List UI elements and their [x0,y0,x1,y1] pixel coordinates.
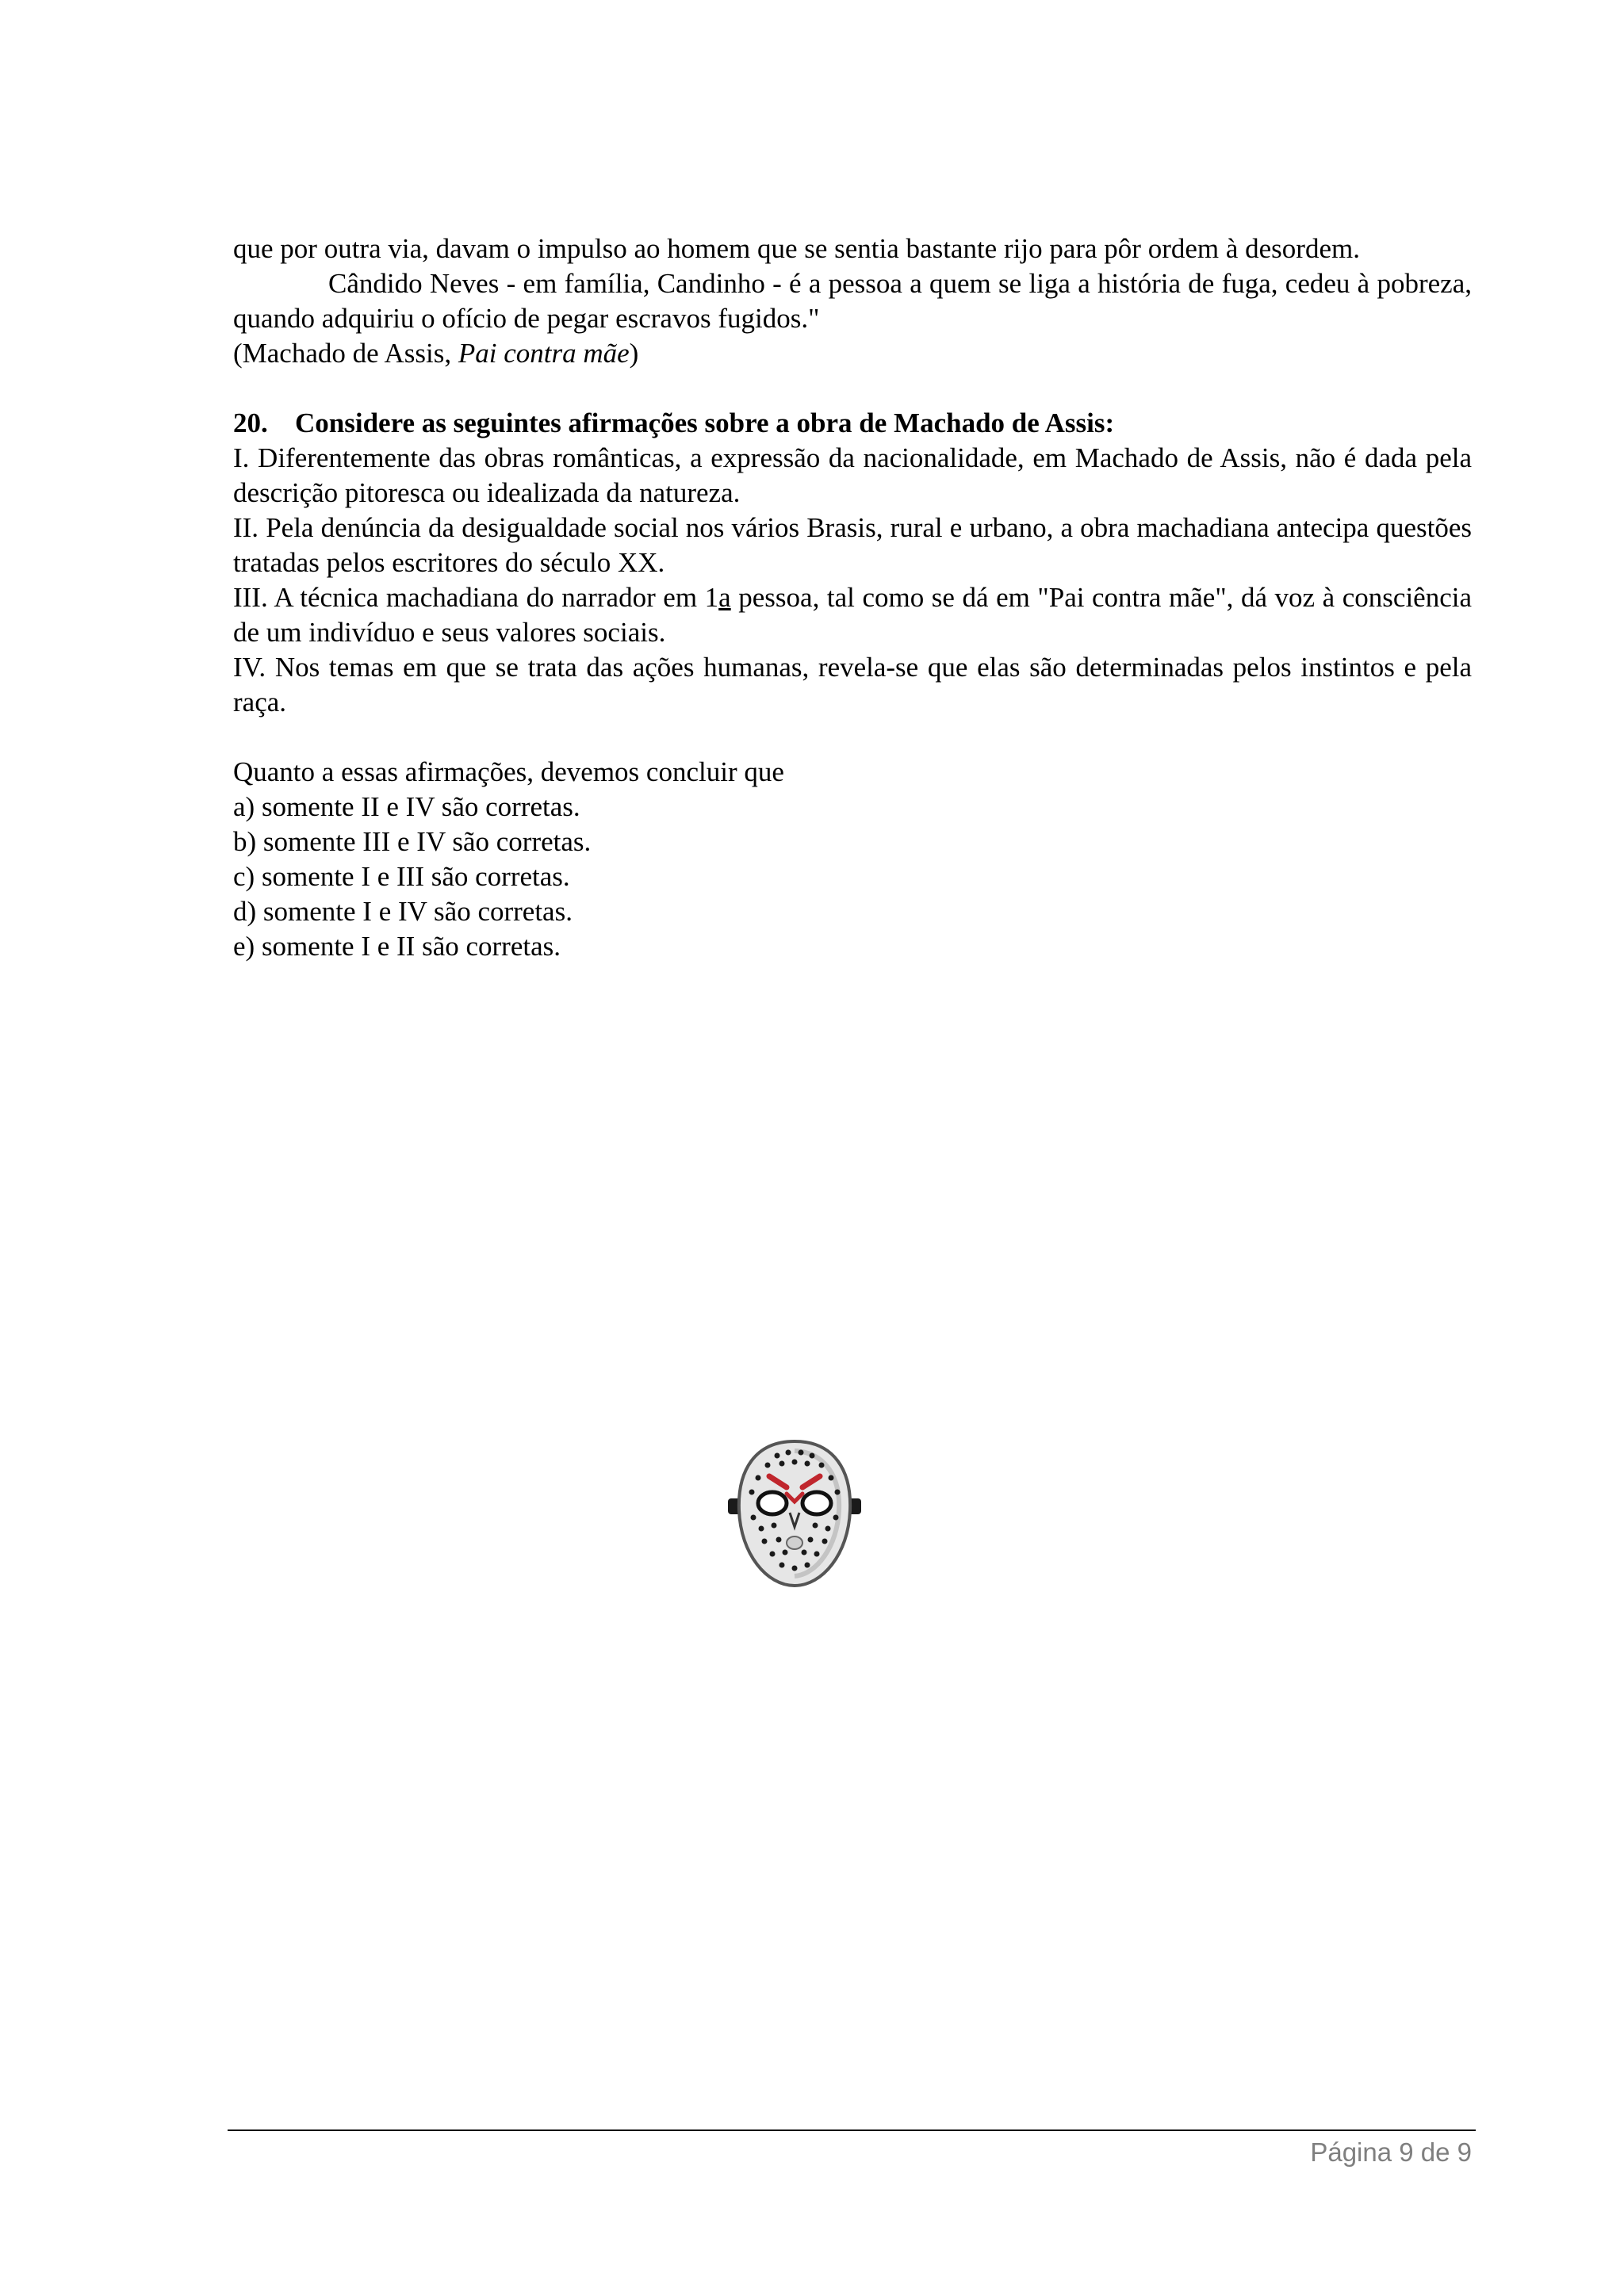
citation-suffix: ) [629,338,639,369]
footer-divider [228,2130,1476,2131]
citation-title: Pai contra mãe [458,338,630,369]
hockey-mask-icon [723,1435,866,1594]
statement-3-ordinal: a [718,582,731,613]
statement-3 [233,580,1472,650]
statement-3-start: III. A técnica machadiana do narrador em 1 [233,582,719,613]
option-e: e) somente I e II são corretas. [233,931,561,962]
statement-2: II. Pela denúncia da desigualdade social nos vários Brasis, rural e urbano, a obra machadiana antecipa questões tratadas pelos escritores do século XX. [233,512,1472,578]
question-prompt: Quanto a essas afirmações, devemos concluir que [233,756,784,787]
question-title: Considere as seguintes afirmações sobre a obra de Machado de Assis: [295,408,1115,438]
option-b: b) somente III e IV são corretas. [233,826,592,857]
page-number: Página 9 de 9 [1310,2137,1472,2167]
statement-4: IV. Nos temas em que se trata das ações humanas, revela-se que elas são determinadas pelos instintos e pela raça. [233,652,1472,718]
passage-line: que por outra via, davam o impulso ao homem que se sentia bastante rijo para pôr ordem à desordem. [233,233,1360,264]
passage-citation [233,336,1472,371]
option-d: d) somente I e IV são corretas. [233,896,573,927]
passage-paragraph: Cândido Neves - em família, Candinho - é a pessoa a quem se liga a história de fuga, cedeu à pobreza, quando adquiriu o ofício de pegar escravos fugidos." [233,268,1472,334]
question-number: 20. [233,408,268,438]
question-heading [233,406,1472,441]
statement-1: I. Diferentemente das obras românticas, a expressão da nacionalidade, em Machado de Assis, não é dada pela descrição pitoresca ou idealizada da natureza. [233,442,1472,508]
statement-3-end: pessoa, tal como se dá em "Pai contra mãe", dá voz à consciência de um indivíduo e seus valores sociais. [233,582,1472,648]
citation-prefix: (Machado de Assis, [233,338,458,369]
option-a: a) somente II e IV são corretas. [233,791,580,822]
option-c: c) somente I e III são corretas. [233,861,570,892]
document-body [233,232,1472,964]
